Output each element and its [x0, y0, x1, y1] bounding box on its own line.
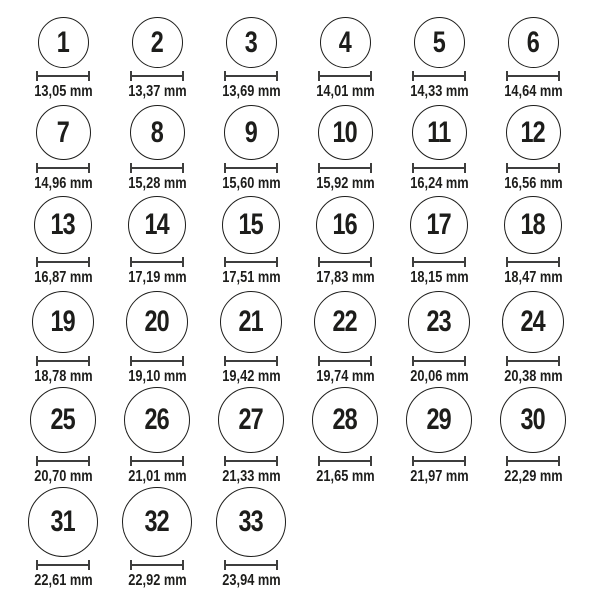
- ruler-bar: [130, 564, 184, 566]
- diameter-ruler: [130, 71, 184, 81]
- diameter-ruler: [506, 163, 560, 173]
- diameter-ruler: [130, 163, 184, 173]
- diameter-ruler: [130, 456, 184, 466]
- diameter-ruler: [318, 456, 372, 466]
- ring-size-number: 6: [526, 25, 540, 59]
- diameter-label: 14,96 mm: [33, 175, 93, 192]
- ring-circle: [216, 487, 286, 557]
- ruler-bar: [318, 75, 372, 77]
- ring-circle: [222, 196, 280, 254]
- ring-circle: [220, 291, 282, 353]
- ring-size-item: [298, 196, 392, 286]
- diameter-label: 13,37 mm: [127, 83, 187, 100]
- diameter-label: 19,42 mm: [221, 368, 281, 385]
- ring-circle: [502, 291, 564, 353]
- ring-circle: [30, 387, 96, 453]
- ring-size-number: 17: [426, 208, 452, 241]
- diameter-ruler: [412, 257, 466, 267]
- ring-circle: [408, 291, 470, 353]
- ring-size-number: 15: [238, 208, 264, 241]
- ring-size-number: 11: [427, 115, 451, 149]
- ruler-bar: [412, 360, 466, 362]
- diameter-label: 20,06 mm: [409, 368, 469, 385]
- ruler-bar: [36, 261, 90, 263]
- diameter-label: 15,92 mm: [315, 175, 375, 192]
- ring-size-number: 13: [50, 208, 76, 241]
- ruler-bar: [36, 75, 90, 77]
- ruler-right-tick: [558, 356, 560, 366]
- ruler-bar: [224, 564, 278, 566]
- diameter-ruler: [224, 560, 278, 570]
- diameter-label: 21,33 mm: [221, 468, 281, 485]
- diameter-label: 16,87 mm: [33, 269, 93, 286]
- ring-circle: [124, 387, 190, 453]
- ruler-right-tick: [276, 257, 278, 267]
- ruler-bar: [224, 75, 278, 77]
- diameter-label: 14,33 mm: [409, 83, 469, 100]
- ruler-bar: [412, 167, 466, 169]
- ring-size-number: 4: [338, 25, 352, 59]
- ring-size-item: [204, 487, 298, 589]
- diameter-ruler: [506, 71, 560, 81]
- diameter-ruler: [318, 163, 372, 173]
- ring-size-number: 9: [244, 115, 258, 149]
- ruler-bar: [318, 167, 372, 169]
- ring-size-item: [110, 387, 204, 485]
- ring-size-item: [204, 387, 298, 485]
- ring-circle: [34, 196, 92, 254]
- ring-circle: [226, 17, 277, 68]
- ring-size-number: 20: [144, 305, 170, 338]
- ring-size-number: 14: [144, 208, 170, 241]
- ring-circle: [224, 105, 279, 160]
- diameter-ruler: [318, 257, 372, 267]
- ring-size-number: 19: [50, 305, 76, 338]
- ruler-bar: [224, 360, 278, 362]
- ruler-right-tick: [558, 257, 560, 267]
- diameter-label: 13,69 mm: [221, 83, 281, 100]
- diameter-label: 16,24 mm: [409, 175, 469, 192]
- ring-size-item: [16, 487, 110, 589]
- ring-size-item: [298, 17, 392, 100]
- diameter-ruler: [130, 560, 184, 570]
- ruler-right-tick: [182, 163, 184, 173]
- ruler-right-tick: [558, 456, 560, 466]
- chart-row: [16, 105, 580, 192]
- ruler-bar: [506, 167, 560, 169]
- ruler-right-tick: [464, 71, 466, 81]
- ruler-bar: [318, 460, 372, 462]
- ring-size-number: 1: [56, 25, 70, 59]
- ruler-right-tick: [370, 456, 372, 466]
- ring-circle: [36, 105, 91, 160]
- ring-size-item: [204, 105, 298, 192]
- diameter-ruler: [130, 257, 184, 267]
- ring-size-number: 30: [520, 403, 546, 436]
- diameter-ruler: [318, 71, 372, 81]
- diameter-label: 16,56 mm: [503, 175, 563, 192]
- ruler-bar: [506, 360, 560, 362]
- diameter-label: 23,94 mm: [221, 572, 281, 589]
- ring-circle: [314, 291, 376, 353]
- ruler-right-tick: [464, 456, 466, 466]
- ring-circle: [32, 291, 94, 353]
- ring-size-number: 12: [520, 115, 546, 149]
- ring-size-item: [392, 291, 486, 385]
- diameter-ruler: [506, 456, 560, 466]
- ruler-right-tick: [558, 71, 560, 81]
- ruler-bar: [36, 460, 90, 462]
- diameter-label: 18,78 mm: [33, 368, 93, 385]
- diameter-label: 21,01 mm: [127, 468, 187, 485]
- ring-circle: [406, 387, 472, 453]
- ring-size-item: [204, 291, 298, 385]
- ring-size-item: [392, 17, 486, 100]
- ring-circle: [410, 196, 468, 254]
- ruler-right-tick: [88, 163, 90, 173]
- ring-size-item: [392, 105, 486, 192]
- ring-size-number: 18: [520, 208, 546, 241]
- diameter-ruler: [318, 356, 372, 366]
- ring-size-number: 5: [432, 25, 446, 59]
- ruler-bar: [412, 460, 466, 462]
- ring-size-number: 21: [238, 305, 264, 338]
- ring-circle: [318, 105, 373, 160]
- diameter-ruler: [506, 356, 560, 366]
- ruler-right-tick: [370, 71, 372, 81]
- diameter-ruler: [224, 163, 278, 173]
- ruler-bar: [130, 167, 184, 169]
- ring-circle: [122, 487, 192, 557]
- chart-row: [16, 17, 580, 100]
- ruler-right-tick: [464, 163, 466, 173]
- ring-size-number: 2: [150, 25, 164, 59]
- ruler-bar: [36, 564, 90, 566]
- ruler-right-tick: [464, 356, 466, 366]
- ruler-bar: [318, 360, 372, 362]
- ring-size-number: 8: [150, 115, 164, 149]
- ring-size-item: [110, 291, 204, 385]
- diameter-ruler: [130, 356, 184, 366]
- diameter-label: 19,10 mm: [127, 368, 187, 385]
- ruler-right-tick: [276, 163, 278, 173]
- ring-size-item: [16, 105, 110, 192]
- ring-circle: [312, 387, 378, 453]
- chart-row: [16, 196, 580, 286]
- diameter-label: 13,05 mm: [33, 83, 93, 100]
- ring-circle: [504, 196, 562, 254]
- ring-size-number: 27: [238, 403, 264, 436]
- diameter-label: 15,28 mm: [127, 175, 187, 192]
- chart-row: [16, 487, 298, 589]
- diameter-ruler: [36, 560, 90, 570]
- diameter-ruler: [36, 163, 90, 173]
- diameter-ruler: [36, 257, 90, 267]
- diameter-label: 22,61 mm: [33, 572, 93, 589]
- ring-size-item: [392, 387, 486, 485]
- ruler-bar: [506, 75, 560, 77]
- ring-size-number: 16: [332, 208, 358, 241]
- ring-size-item: [486, 387, 580, 485]
- ring-circle: [414, 17, 465, 68]
- ring-circle: [506, 105, 561, 160]
- ring-size-item: [110, 487, 204, 589]
- ruler-bar: [506, 261, 560, 263]
- diameter-label: 22,29 mm: [503, 468, 563, 485]
- ruler-right-tick: [88, 456, 90, 466]
- ring-size-item: [486, 17, 580, 100]
- ring-size-number: 24: [520, 305, 546, 338]
- ruler-right-tick: [276, 560, 278, 570]
- ring-size-number: 7: [56, 115, 70, 149]
- diameter-ruler: [36, 71, 90, 81]
- ring-size-number: 33: [238, 505, 264, 538]
- diameter-label: 15,60 mm: [221, 175, 281, 192]
- diameter-ruler: [36, 456, 90, 466]
- ring-circle: [218, 387, 284, 453]
- ring-size-item: [392, 196, 486, 286]
- ring-size-item: [298, 387, 392, 485]
- diameter-ruler: [412, 456, 466, 466]
- ruler-bar: [36, 360, 90, 362]
- ruler-right-tick: [276, 71, 278, 81]
- ruler-bar: [130, 360, 184, 362]
- diameter-label: 21,97 mm: [409, 468, 469, 485]
- ruler-right-tick: [88, 560, 90, 570]
- ring-circle: [28, 487, 98, 557]
- ruler-right-tick: [182, 456, 184, 466]
- ring-size-item: [16, 17, 110, 100]
- diameter-label: 17,51 mm: [221, 269, 281, 286]
- diameter-label: 18,47 mm: [503, 269, 563, 286]
- ring-size-number: 25: [50, 403, 76, 436]
- diameter-label: 14,64 mm: [503, 83, 563, 100]
- ruler-bar: [318, 261, 372, 263]
- ring-size-item: [298, 291, 392, 385]
- ruler-bar: [36, 167, 90, 169]
- ring-size-item: [486, 105, 580, 192]
- ring-size-item: [16, 196, 110, 286]
- ring-size-item: [298, 105, 392, 192]
- chart-row: [16, 291, 580, 385]
- ruler-right-tick: [88, 356, 90, 366]
- ruler-bar: [412, 261, 466, 263]
- ring-circle: [130, 105, 185, 160]
- ring-circle: [132, 17, 183, 68]
- ring-circle: [500, 387, 566, 453]
- diameter-ruler: [412, 71, 466, 81]
- diameter-label: 22,92 mm: [127, 572, 187, 589]
- ring-size-number: 10: [332, 115, 358, 149]
- ruler-bar: [130, 460, 184, 462]
- diameter-label: 17,19 mm: [127, 269, 187, 286]
- ruler-right-tick: [88, 71, 90, 81]
- diameter-ruler: [224, 456, 278, 466]
- ruler-right-tick: [182, 560, 184, 570]
- diameter-label: 14,01 mm: [315, 83, 375, 100]
- ring-circle: [412, 105, 467, 160]
- ruler-bar: [506, 460, 560, 462]
- ring-circle: [128, 196, 186, 254]
- ruler-right-tick: [182, 257, 184, 267]
- ring-size-number: 29: [426, 403, 452, 436]
- ruler-right-tick: [276, 456, 278, 466]
- diameter-ruler: [224, 257, 278, 267]
- diameter-label: 21,65 mm: [315, 468, 375, 485]
- ruler-right-tick: [182, 71, 184, 81]
- ring-size-item: [204, 196, 298, 286]
- ruler-bar: [224, 460, 278, 462]
- ruler-bar: [130, 75, 184, 77]
- ring-size-item: [110, 196, 204, 286]
- ruler-bar: [224, 261, 278, 263]
- diameter-ruler: [36, 356, 90, 366]
- ring-size-number: 26: [144, 403, 170, 436]
- ring-size-item: [16, 291, 110, 385]
- diameter-label: 18,15 mm: [409, 269, 469, 286]
- ruler-right-tick: [182, 356, 184, 366]
- ruler-right-tick: [558, 163, 560, 173]
- ring-size-item: [16, 387, 110, 485]
- ring-circle: [508, 17, 559, 68]
- ring-size-item: [486, 196, 580, 286]
- ruler-right-tick: [370, 257, 372, 267]
- diameter-ruler: [412, 163, 466, 173]
- ring-size-item: [486, 291, 580, 385]
- diameter-ruler: [506, 257, 560, 267]
- ring-circle: [126, 291, 188, 353]
- ruler-bar: [412, 75, 466, 77]
- diameter-label: 19,74 mm: [315, 368, 375, 385]
- ruler-right-tick: [370, 356, 372, 366]
- diameter-label: 20,70 mm: [33, 468, 93, 485]
- ring-size-number: 23: [426, 305, 452, 338]
- chart-row: [16, 387, 580, 485]
- ruler-bar: [224, 167, 278, 169]
- ring-circle: [38, 17, 89, 68]
- ring-size-number: 32: [144, 505, 170, 538]
- ring-size-number: 28: [332, 403, 358, 436]
- ring-size-number: 31: [50, 505, 76, 538]
- ring-circle: [320, 17, 371, 68]
- ruler-right-tick: [88, 257, 90, 267]
- ruler-right-tick: [464, 257, 466, 267]
- ruler-right-tick: [276, 356, 278, 366]
- ring-size-number: 22: [332, 305, 358, 338]
- diameter-ruler: [224, 71, 278, 81]
- diameter-label: 17,83 mm: [315, 269, 375, 286]
- diameter-ruler: [412, 356, 466, 366]
- ring-circle: [316, 196, 374, 254]
- ring-size-item: [204, 17, 298, 100]
- diameter-label: 20,38 mm: [503, 368, 563, 385]
- ring-size-number: 3: [244, 25, 258, 59]
- diameter-ruler: [224, 356, 278, 366]
- ruler-bar: [130, 261, 184, 263]
- ruler-right-tick: [370, 163, 372, 173]
- ring-size-item: [110, 105, 204, 192]
- ring-size-item: [110, 17, 204, 100]
